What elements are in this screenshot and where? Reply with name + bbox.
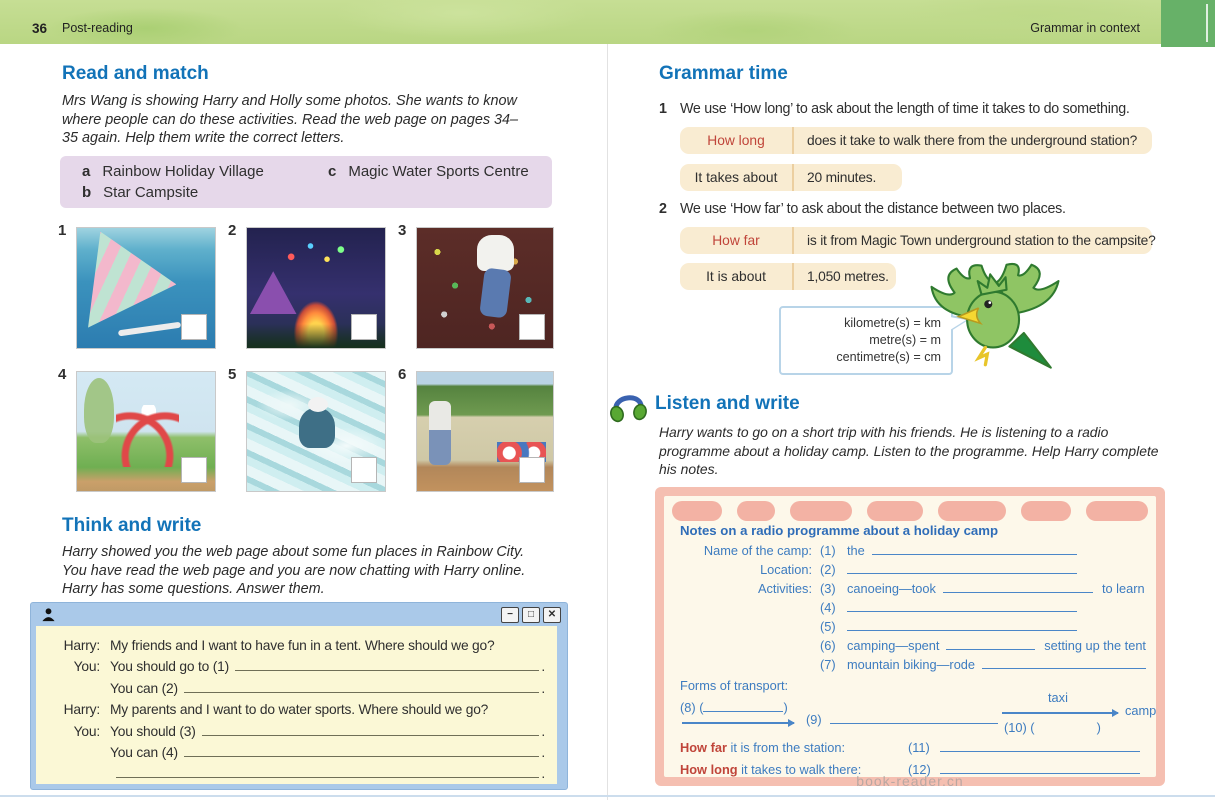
answer-rest: 1,050 metres. [807, 269, 889, 284]
row-pre-text: canoeing—took [847, 581, 936, 596]
chat-speaker: Harry: [63, 702, 100, 718]
listen-and-write-title: Listen and write [655, 393, 800, 414]
headphones-icon [607, 388, 649, 424]
notes-blank-1[interactable] [872, 542, 1077, 555]
grammar-question-box-2 [680, 227, 1156, 254]
row-number: (2) [820, 562, 836, 577]
chat-text: My friends and I want to have fun in a tent. Where should we go? [110, 638, 495, 653]
read-and-match-instructions: Mrs Wang is showing Harry and Holly some photos. She wants to know where people can do these activities. Read the web page on pages 34–35 again. Help them write the correct letters. [62, 93, 519, 147]
grammar-point-2 [659, 201, 1066, 217]
option-b-label: Star Campsite [103, 184, 199, 201]
grammar-point-2-number: 2 [659, 201, 667, 217]
chat-text: You should (3) [110, 723, 196, 739]
chat-text: You can (2) [110, 680, 178, 696]
row-number: (7) [820, 657, 836, 672]
chat-titlebar [31, 603, 567, 626]
grammar-answer-box-2 [680, 263, 896, 290]
answer-lead: It takes about [680, 164, 794, 191]
row-label: Location: [760, 562, 812, 577]
chat-suffix: . [541, 766, 545, 782]
transport-item-8 [680, 700, 788, 715]
photo-archery [416, 371, 554, 492]
row-pre-text: the [847, 543, 865, 558]
photo-number-6: 6 [398, 366, 407, 383]
grammar-answer-box-1 [680, 164, 902, 191]
right-section-label: Grammar in context [1030, 21, 1140, 35]
option-c [328, 163, 529, 180]
answer-rest: 20 minutes. [807, 170, 877, 185]
write-in-blank-4-continued[interactable] [116, 764, 539, 778]
notes-row [664, 656, 1146, 675]
transport-camp-label: camp [1125, 703, 1157, 718]
user-icon [41, 607, 56, 622]
chat-speaker: You: [73, 723, 100, 739]
transport-9-number: (9) [806, 712, 822, 727]
answer-box-6[interactable] [519, 457, 545, 483]
how-far-lead: How far [680, 740, 727, 755]
row-number: (1) [820, 543, 836, 558]
notes-pad [655, 487, 1165, 789]
chat-text: You can (4) [110, 745, 178, 761]
answer-lead: It is about [680, 263, 794, 290]
answer-box-4[interactable] [181, 457, 207, 483]
notes-row [664, 618, 1146, 637]
transport-arrow-2 [1002, 712, 1118, 714]
chat-suffix: . [541, 680, 545, 696]
chat-suffix: . [541, 723, 545, 739]
read-and-match-title: Read and match [62, 63, 209, 84]
transport-10-close: ) [1096, 720, 1101, 735]
notes-blank-6[interactable] [946, 637, 1035, 650]
row-post-text: to learn [1101, 581, 1145, 596]
photo-rock-climbing [416, 227, 554, 349]
chat-line [44, 635, 545, 656]
notes-blank-11[interactable] [940, 739, 1140, 752]
photo-number-2: 2 [228, 222, 237, 239]
options-box [60, 156, 552, 208]
chat-line [44, 763, 545, 784]
row-number: (5) [820, 619, 836, 634]
how-far-row [680, 739, 1144, 761]
photo-kayaking [246, 371, 386, 492]
chat-line [44, 699, 545, 720]
transport-arrow-1 [682, 722, 794, 724]
grammar-point-2-text: We use ‘How far’ to ask about the distance between two places. [680, 201, 1066, 217]
transport-label: Forms of transport: [680, 678, 789, 693]
photo-campfire [246, 227, 386, 349]
grammar-point-1-text: We use ‘How long’ to ask about the length of time it takes to do something. [680, 101, 1130, 117]
transport-8-close: ) [783, 700, 788, 715]
chat-speaker: Harry: [63, 638, 100, 653]
answer-box-2[interactable] [351, 314, 377, 340]
notes-title: Notes on a radio programme about a holiday camp [680, 523, 999, 538]
notes-paper [664, 496, 1156, 777]
option-a-label: Rainbow Holiday Village [102, 163, 264, 180]
notes-blank-7[interactable] [982, 656, 1146, 669]
row-pre-text: mountain biking—rode [847, 657, 976, 672]
transport-diagram [680, 678, 1157, 736]
option-c-letter: c [328, 163, 337, 180]
notes-rows [664, 542, 1146, 675]
site-watermark: book-reader.cn [856, 773, 964, 789]
notes-blank-9[interactable] [830, 712, 998, 724]
write-in-blank-2[interactable] [184, 679, 540, 693]
notes-blank-2[interactable] [847, 561, 1077, 574]
row-number: (3) [820, 581, 836, 596]
chat-line [44, 742, 545, 763]
notes-row [664, 637, 1146, 656]
minimize-button[interactable]: − [501, 607, 519, 623]
left-page-number: 36 [32, 21, 48, 36]
think-and-write-instructions: Harry showed you the web page about some fun places in Rainbow City. You have read the web page and you are now chatting with Harry online. Harry has some questions. Answer them. [62, 544, 526, 598]
maximize-button[interactable]: □ [522, 607, 540, 623]
write-in-blank-4[interactable] [184, 743, 540, 757]
chat-window [30, 602, 568, 790]
option-a [82, 163, 264, 180]
question-rest: does it take to walk there from the underground station? [807, 133, 1138, 148]
notes-row [664, 542, 1146, 561]
right-page [607, 0, 1215, 800]
grammar-point-1-number: 1 [659, 101, 667, 117]
unit-note-m: metre(s) = m [869, 333, 941, 347]
question-lead-how-far: How far [680, 227, 794, 254]
answer-box-1[interactable] [181, 314, 207, 340]
notes-row [664, 599, 1146, 618]
photo-windsurfing [76, 227, 216, 349]
parrot-illustration [915, 258, 1075, 383]
unit-note-cm: centimetre(s) = cm [836, 350, 941, 364]
option-a-letter: a [82, 163, 91, 180]
row-label: Name of the camp: [703, 543, 812, 558]
grammar-question-box-1 [680, 127, 1152, 154]
row-pre-text: camping—spent [847, 638, 940, 653]
transport-item-9 [806, 712, 998, 727]
chat-suffix: . [541, 745, 545, 761]
row-number: (11) [908, 740, 930, 755]
write-in-blank-3[interactable] [202, 722, 540, 736]
chat-text: My parents and I want to do water sports. Where should we go? [110, 702, 489, 718]
notes-blank-10[interactable] [1035, 721, 1097, 732]
chat-body [36, 626, 557, 784]
photo-number-5: 5 [228, 366, 237, 383]
photo-number-4: 4 [58, 366, 67, 383]
notes-binding-decoration [672, 501, 1148, 521]
answer-box-5[interactable] [351, 457, 377, 483]
row-number: (4) [820, 600, 836, 615]
left-section-label: Post-reading [62, 21, 133, 35]
photo-number-3: 3 [398, 222, 407, 239]
close-button[interactable]: ✕ [543, 607, 561, 623]
notes-blank-8[interactable] [703, 700, 783, 712]
notes-blank-3[interactable] [943, 580, 1093, 593]
notes-row [664, 561, 1146, 580]
row-post-text: setting up the tent [1044, 638, 1146, 653]
notes-blank-5[interactable] [847, 618, 1077, 631]
think-and-write-title: Think and write [62, 515, 202, 536]
transport-taxi-label: taxi [1048, 690, 1068, 705]
transport-8-open: (8) ( [680, 700, 704, 715]
row-number: (12) [908, 762, 931, 777]
option-c-label: Magic Water Sports Centre [348, 163, 529, 180]
chat-speaker: You: [73, 659, 100, 675]
question-lead-how-long: How long [680, 127, 794, 154]
answer-box-3[interactable] [519, 314, 545, 340]
grammar-time-title: Grammar time [659, 63, 788, 84]
notes-blank-4[interactable] [847, 599, 1077, 612]
how-long-lead: How long [680, 762, 738, 777]
chat-suffix: . [541, 659, 545, 675]
unit-note-km: kilometre(s) = km [844, 316, 941, 330]
chat-line [44, 656, 545, 677]
row-number: (6) [820, 638, 836, 653]
option-b-letter: b [82, 184, 92, 201]
chat-line [44, 721, 545, 742]
write-in-blank-1[interactable] [235, 657, 539, 671]
photo-number-1: 1 [58, 222, 67, 239]
transport-item-10 [1004, 720, 1101, 735]
chat-line [44, 678, 545, 699]
listen-and-write-instructions: Harry wants to go on a short trip with his friends. He is listening to a radio programme about a holiday camp. Listen to the programme. Help Harry complete his notes. [659, 424, 1159, 478]
chat-text: You should go to (1) [110, 659, 229, 675]
how-long-rest: it takes to walk there: [737, 762, 862, 777]
grammar-point-1 [659, 101, 1130, 117]
option-b [82, 184, 198, 201]
row-label: Activities: [757, 581, 812, 596]
question-rest: is it from Magic Town underground station to the campsite? [807, 233, 1156, 248]
notes-row [664, 580, 1146, 599]
how-far-rest: it is from the station: [726, 740, 845, 755]
transport-10-open: (10) ( [1004, 720, 1035, 735]
photo-cycling [76, 371, 216, 492]
